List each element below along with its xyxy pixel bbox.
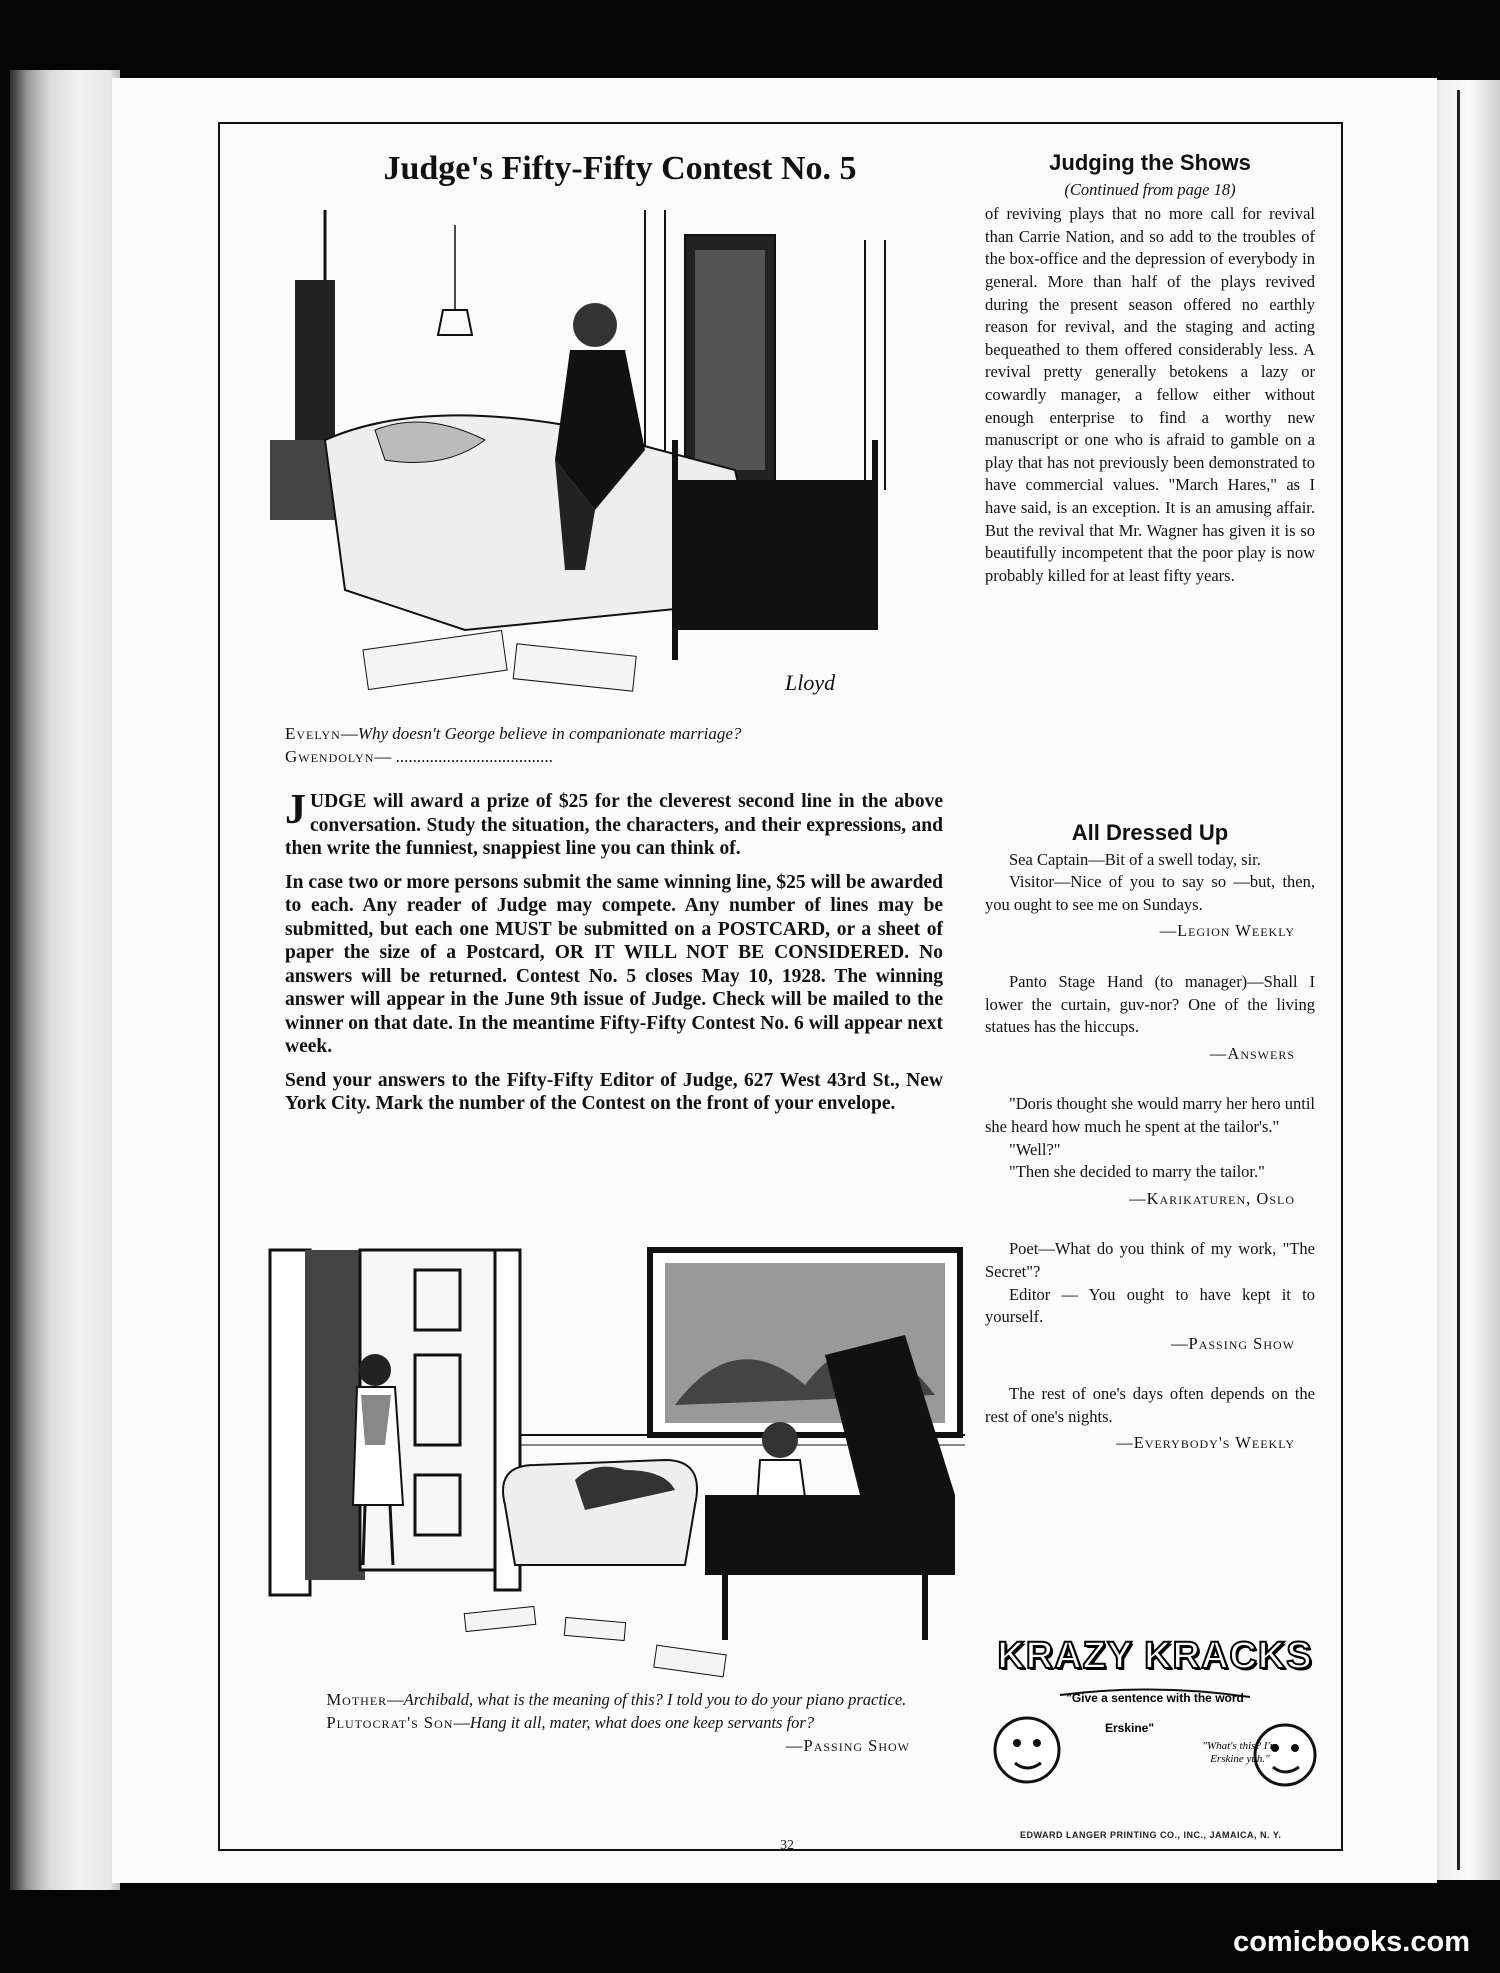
piano-cartoon-caption [310, 1688, 940, 1757]
krazy-kracks-prompt: "Give a sentence with the word [1066, 1691, 1244, 1705]
piano-text-2: Hang it all, mater, what does one keep servants for? [469, 1713, 815, 1732]
joke-1-credit: —Legion Weekly [1159, 921, 1295, 941]
caption-speaker-1: Evelyn [285, 724, 341, 743]
bedroom-cartoon-illustration [265, 210, 955, 710]
joke-gap [985, 953, 1315, 971]
joke-3-line-2: "Well?" [1009, 1139, 1061, 1159]
joke-1-line-2: Visitor—Nice of you to say so —but, then, you ought to see me on Sundays. [985, 872, 1315, 914]
joke-4-line-2: Editor — You ought to have kept it to yourself. [985, 1284, 1315, 1327]
krazy-kracks-faces [985, 1635, 1325, 1815]
judging-shows-column [985, 152, 1315, 587]
joke-gap [985, 1365, 1315, 1383]
caption-line-2 [285, 745, 945, 768]
book-page-edges-right [1430, 80, 1500, 1880]
contest-paragraph-3: Send your answers to the Fifty-Fifty Editor of Judge, 627 West 43rd St., New York City. Mark the number of the Contest on the front of your envelope. [285, 1069, 943, 1114]
contest-paragraph-2: In case two or more persons submit the same winning line, $25 will be awarded to each. Any reader of Judge may compete. Any number of lines may be submitted, but each one MUST be submitted on a POSTCARD, or a sheet of paper the size of a Postcard, OR IT WILL NOT BE CONSIDERED. No answers will be returned. Contest No. 5 closes May 10, 1928. The winning answer will appear in the June 9th issue of Judge. Check will be mailed to the winner on that date. In the meantime Fifty-Fifty Contest No. 6 will appear next week. [285, 871, 943, 1057]
piano-credit: —Passing Show [786, 1736, 910, 1755]
piano-speaker-1: Mother [326, 1690, 388, 1709]
joke-5-credit: —Everybody's Weekly [1116, 1433, 1295, 1453]
drop-cap: J [285, 787, 306, 833]
contest-rules [285, 787, 943, 1126]
all-dressed-up-column [985, 822, 1315, 1465]
piano-text-1: Archibald, what is the meaning of this? I told you to do your piano practice. [403, 1690, 907, 1709]
joke-3-line-3: "Then she decided to marry the tailor." [1009, 1162, 1265, 1182]
joke-4-line-1: Poet—What do you think of my work, "The Secret"? [985, 1239, 1315, 1281]
contest-caption [285, 722, 945, 768]
joke-gap [985, 1220, 1315, 1238]
krazy-kracks-title: KRAZY KRACKS [997, 1635, 1313, 1677]
judging-shows-text: of reviving plays that no more call for revival than Carrie Nation, and so add to the troubles of the box-office and the depression of everybody in general. More than half of the plays revived during the present season offered no earthly reason for revival, and the staging and acting bequeathed to them offered considerably less. A revival pretty generally betokens a lazy or cowardly manager, a fellow either without enough enterprise to find a worthy new manuscript or one who is afraid to gamble on a play that has not previously been demonstrated to have commercial values. "March Hares," as I have said, is an exception. It is an amusing affair. But the revival that Mr. Wagner has given it is so beautifully incompetent that the poor play is now probably killed for at least fifty years. [985, 204, 1315, 585]
piano-caption-line-2: Plutocrat's Son—Hang it all, mater, what does one keep servants for? —Passing Show [326, 1713, 910, 1755]
printer-credit: EDWARD LANGER PRINTING CO., INC., JAMAICA, N. Y. [1020, 1830, 1282, 1840]
contest-paragraph-1-text: UDGE will award a prize of $25 for the cleverest second line in the above conversation. Study the situation, the characters, and their expressions, and then write the funniest, snappiest line you can think of. [285, 791, 943, 859]
piano-speaker-2: Plutocrat's Son [326, 1713, 454, 1732]
krazy-kracks-answer: "What's this? I'm Erskine yuh." [1202, 1740, 1278, 1765]
piano-cartoon-illustration [265, 1245, 965, 1685]
joke-3-credit: —Karikaturen, Oslo [1129, 1188, 1295, 1208]
caption-speaker-2: Gwendolyn [285, 747, 375, 766]
krazy-kracks-word: Erskine" [1105, 1721, 1155, 1735]
contest-title: Judge's Fifty-Fifty Contest No. 5 [383, 150, 857, 187]
book-page-edges-left [10, 70, 120, 1890]
caption-blank: — ..................................... [374, 747, 553, 766]
piano-caption-line-1: Mother—Archibald, what is the meaning of this? I told you to do your piano practice. [326, 1690, 907, 1709]
continued-note: (Continued from page 18) [1064, 179, 1236, 199]
joke-5-line-1: The rest of one's days often depends on the rest of one's nights. [985, 1384, 1315, 1426]
all-dressed-up-title: All Dressed Up [1071, 820, 1229, 845]
joke-3-line-1: "Doris thought she would marry her hero until she heard how much he spent at the tailor's." [985, 1094, 1315, 1136]
contest-paragraph-1 [285, 787, 943, 861]
book-binding-line [1457, 90, 1460, 1870]
caption-line-1: Evelyn—Why doesn't George believe in companionate marriage? [285, 724, 742, 743]
page-number: 32 [780, 1838, 794, 1853]
judging-shows-title: Judging the Shows [1049, 150, 1251, 175]
joke-2-credit: —Answers [1209, 1043, 1295, 1063]
joke-1-line-1: Sea Captain—Bit of a swell today, sir. [1009, 849, 1261, 869]
joke-4-credit: —Passing Show [1171, 1333, 1295, 1353]
illustration-signature: Lloyd [785, 670, 836, 695]
krazy-kracks-panel [985, 1635, 1325, 1815]
watermark: comicbooks.com [1233, 1926, 1470, 1958]
joke-gap [985, 1075, 1315, 1093]
caption-text-1: Why doesn't George believe in companionate marriage? [357, 724, 742, 743]
joke-2-line-1: Panto Stage Hand (to manager)—Shall I lower the curtain, guv-nor? One of the living statues has the hiccups. [985, 971, 1315, 1037]
